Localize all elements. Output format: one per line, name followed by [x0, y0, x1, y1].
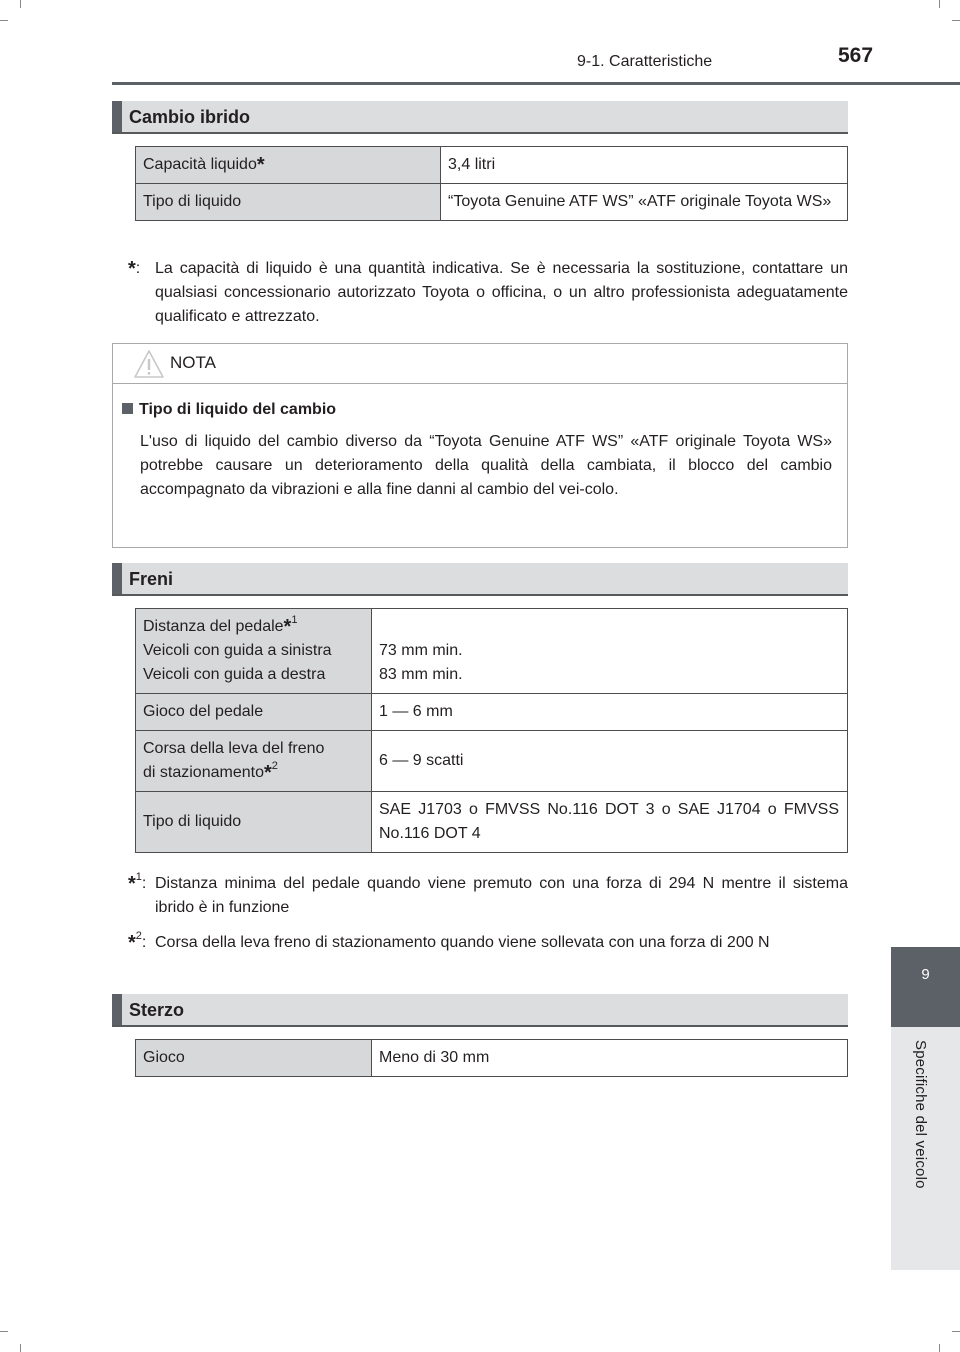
table-row: [136, 694, 848, 731]
table-row: [136, 609, 848, 694]
crop-mark: [20, 1344, 21, 1352]
header-rule: [112, 82, 960, 85]
section-header: 9-1. Caratteristiche: [577, 53, 713, 70]
table-key: Tipo di liquido: [136, 184, 441, 221]
table-key: Gioco: [136, 1040, 372, 1077]
table-key: Tipo di liquido: [136, 792, 372, 853]
section-heading-freni: [112, 563, 848, 596]
footnote-text: Corsa della leva freno di stazionamento quando viene sollevata con una forza di 200 N: [155, 934, 770, 951]
chapter-title: Specifiche del veicolo: [912, 1040, 929, 1189]
page-number: 567: [838, 44, 874, 67]
nota-subtitle: [122, 401, 336, 419]
table-key: [136, 731, 372, 792]
footnote-mark: *: [128, 932, 136, 954]
table-value: “Toyota Genuine ATF WS” «ATF originale Toyota WS»: [441, 184, 848, 221]
warning-icon: [133, 348, 165, 380]
row-label: di stazionamento: [143, 764, 264, 781]
section-title: Freni: [129, 569, 174, 589]
row-value: 83 mm min.: [379, 666, 463, 683]
crop-mark: [939, 0, 940, 8]
table-value: 3,4 litri: [441, 147, 848, 184]
table-value: [372, 609, 848, 694]
row-label: Distanza del pedale: [143, 618, 284, 635]
row-value: 73 mm min.: [379, 642, 463, 659]
crop-mark: [0, 1331, 8, 1332]
table-row: [136, 184, 848, 221]
footnote-text: Distanza minima del pedale quando viene premuto con una forza di 294 N mentre il sistema ibrido è in funzione: [155, 875, 848, 916]
table-row: [136, 147, 848, 184]
footnote: *: La capacità di liquido è una quantità indicativa. Se è necessaria la sostituzione, contattare un qualsiasi concessionario autorizzato Toyota o officina, o un altro professionista adeguatamente qualificato e attrezzato.: [135, 257, 848, 329]
square-bullet-icon: [122, 403, 133, 414]
crop-mark: [20, 0, 21, 8]
table-value: 1 — 6 mm: [372, 694, 848, 731]
nota-box: [112, 343, 848, 548]
table-key: [136, 609, 372, 694]
table-value: Meno di 30 mm: [372, 1040, 848, 1077]
table-row: [136, 792, 848, 853]
table-value: SAE J1703 o FMVSS No.116 DOT 3 o SAE J1704 o FMVSS No.116 DOT 4: [372, 792, 848, 853]
section-heading-sterzo: [112, 994, 848, 1027]
footnote: *$^2$: Corsa della leva freno di stazionamento quando viene sollevata con una forza di 200 N: [135, 931, 848, 955]
row-label: Capacità liquido: [143, 156, 257, 173]
section-heading-cambio: [112, 101, 848, 134]
table-value: 6 — 9 scatti: [372, 731, 848, 792]
footnote-number: 1: [291, 614, 298, 626]
spec-table-sterzo: [135, 1039, 848, 1077]
footnote-mark: *: [128, 873, 136, 895]
footnote-mark: *: [263, 762, 272, 784]
table-row: [136, 1040, 848, 1077]
chapter-number: 9: [921, 966, 930, 983]
footnote-mark: *: [256, 154, 265, 176]
nota-title: NOTA: [170, 353, 216, 372]
crop-mark: [952, 20, 960, 21]
crop-mark: [952, 1331, 960, 1332]
footnote-number: 2: [135, 930, 142, 942]
row-sub-label: Veicoli con guida a sinistra: [143, 642, 332, 659]
table-row: [136, 731, 848, 792]
crop-mark: [939, 1344, 940, 1352]
spec-table-cambio: [135, 146, 848, 221]
nota-header: [113, 344, 847, 384]
footnote-text: La capacità di liquido è una quantità indicativa. Se è necessaria la sostituzione, contattare un qualsiasi concessionario autorizzato Toyota o officina, o un altro professionista adeguatamente qualificato e attrezzato.: [155, 260, 848, 325]
nota-subtitle-text: Tipo di liquido del cambio: [139, 401, 337, 418]
footnote-number: 2: [271, 760, 278, 772]
nota-body: L'uso di liquido del cambio diverso da “Toyota Genuine ATF WS” «ATF originale Toyota WS» potrebbe causare un deterioramento della qualità della cambiata, il blocco del cambio accompagnato da vibrazioni e alla fine danni al cambio del vei-colo.: [140, 433, 832, 498]
footnote: *$^1$: Distanza minima del pedale quando viene premuto con una forza di 294 N mentre il sistema ibrido è in funzione: [135, 872, 848, 920]
chapter-tab: [891, 947, 960, 1027]
table-key: Gioco del pedale: [136, 694, 372, 731]
spec-table-freni: [135, 608, 848, 853]
footnote-mark: *: [283, 616, 292, 638]
row-sub-label: Veicoli con guida a destra: [143, 666, 326, 683]
footnote-number: 1: [135, 871, 142, 883]
section-title: Cambio ibrido: [129, 107, 250, 127]
crop-mark: [0, 20, 8, 21]
section-title: Sterzo: [129, 1000, 185, 1020]
footnote-mark: *: [128, 258, 136, 280]
row-label: Corsa della leva del freno: [143, 740, 325, 757]
table-key: [136, 147, 441, 184]
